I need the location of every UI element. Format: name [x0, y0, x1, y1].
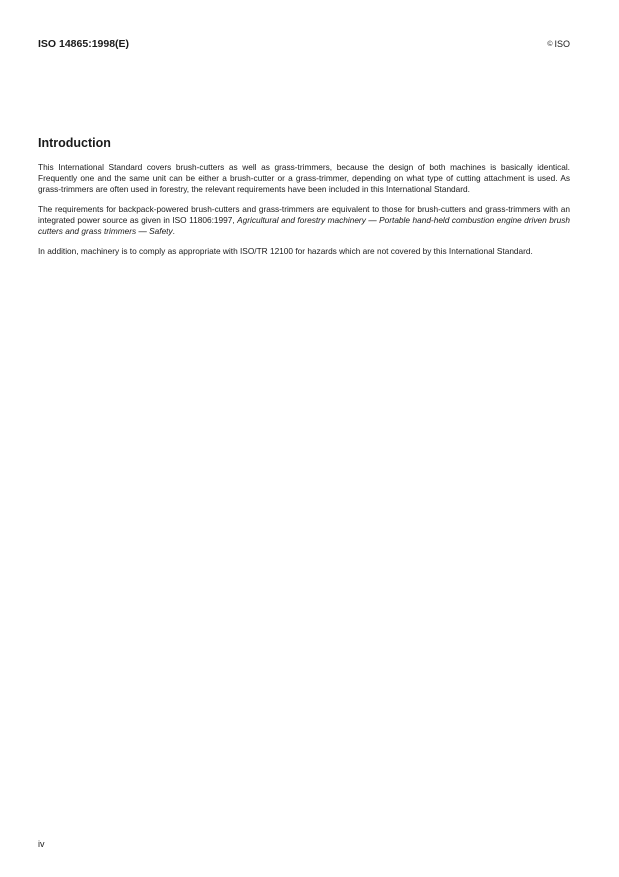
document-id: ISO 14865:1998(E) — [38, 38, 130, 50]
copyright-icon: © — [547, 41, 553, 48]
paragraph-2-end: . — [172, 226, 175, 236]
paragraph-2 — [38, 204, 570, 237]
referenced-standard-title: Agricultural and forestry machinery — Portable hand-held combustion engine driven brush cutters and grass trimmers — Safety — [38, 215, 570, 236]
copyright-org: ISO — [554, 39, 570, 49]
section-title: Introduction — [38, 136, 111, 150]
paragraph-2-text: The requirements for backpack-powered brush-cutters and grass-trimmers are equivalent to those for brush-cutters and grass-trimmers with an integrated power source as given in ISO 11806:1997, — [38, 204, 570, 225]
page-number: iv — [38, 839, 45, 849]
paragraph-1: This International Standard covers brush-cutters as well as grass-trimmers, because the design of both machines is basically identical. Frequently one and the same unit can be either a brush-cutter or a grass-trimmer, depending on what type of cutting attachment is used. As grass-trimmers are often used in forestry, the relevant requirements have been included in this International Standard. — [38, 162, 570, 194]
copyright-notice — [547, 39, 570, 49]
section-body — [38, 162, 570, 266]
paragraph-3: In addition, machinery is to comply as appropriate with ISO/TR 12100 for hazards which are not covered by this International Standard. — [38, 246, 533, 256]
